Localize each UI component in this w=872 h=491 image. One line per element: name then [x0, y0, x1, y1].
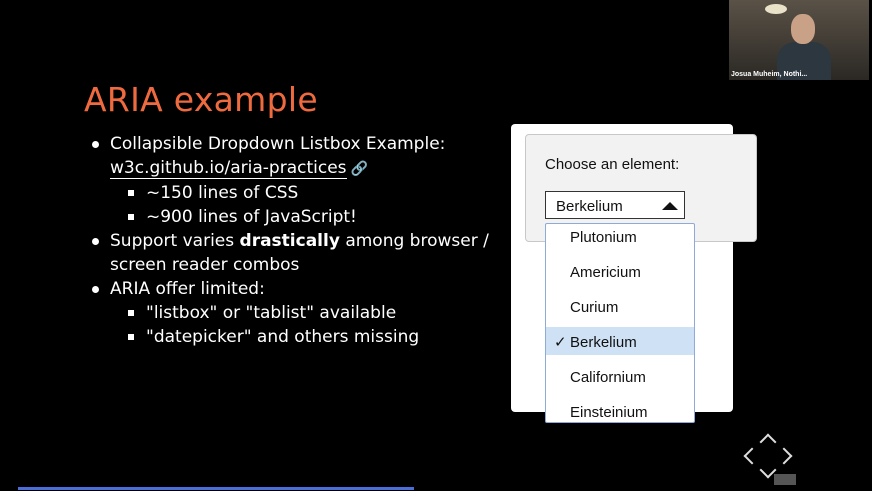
- listbox-option[interactable]: [546, 222, 694, 250]
- option-label: Curium: [570, 299, 619, 316]
- selected-value: Berkelium: [556, 198, 623, 215]
- bullet-text: Support varies: [110, 231, 240, 251]
- ceiling-lamp: [765, 4, 787, 14]
- listbox-option[interactable]: [546, 292, 694, 320]
- sub-bullet-item: ~900 lines of JavaScript!: [128, 205, 492, 229]
- listbox-option[interactable]: [546, 362, 694, 390]
- progress-bar: [18, 487, 414, 490]
- aria-practices-link[interactable]: w3c.github.io/aria-practices: [110, 158, 347, 178]
- bullet-item: [92, 229, 492, 277]
- bullet-list: [92, 132, 492, 349]
- link-icon: 🔗: [350, 161, 368, 177]
- participant-name: Josua Muheim, Nothi...: [731, 71, 808, 78]
- sub-bullet-item: ~150 lines of CSS: [128, 181, 492, 205]
- option-label: Plutonium: [570, 229, 637, 246]
- triangle-up-icon: [662, 202, 678, 210]
- bullet-item: [92, 132, 492, 229]
- listbox-option-selected[interactable]: [546, 327, 694, 355]
- checkmark-icon: ✓: [554, 334, 567, 351]
- option-label: Einsteinium: [570, 404, 648, 421]
- option-label: Berkelium: [570, 334, 637, 351]
- webcam-thumbnail[interactable]: [729, 0, 869, 80]
- sub-bullet-list: [128, 301, 492, 349]
- option-label: Americium: [570, 264, 641, 281]
- sub-bullet-list: [128, 181, 492, 229]
- bullet-text: among browser / screen reader combos: [110, 231, 489, 275]
- listbox-option[interactable]: [546, 257, 694, 285]
- slide-number-badge: [774, 474, 796, 485]
- chevron-left-icon[interactable]: [744, 448, 761, 465]
- listbox-demo-panel: [511, 124, 733, 421]
- bullet-text: ARIA offer limited:: [110, 279, 265, 299]
- choose-element-label: Choose an element:: [545, 156, 680, 173]
- chevron-right-icon[interactable]: [776, 448, 793, 465]
- option-label: Californium: [570, 369, 646, 386]
- bullet-emphasis: drastically: [239, 231, 340, 251]
- listbox-option[interactable]: [546, 397, 694, 425]
- sub-bullet-item: "listbox" or "tablist" available: [128, 301, 492, 325]
- sub-bullet-item: "datepicker" and others missing: [128, 325, 492, 349]
- element-listbox[interactable]: [545, 223, 695, 423]
- element-select-button[interactable]: [545, 191, 685, 219]
- bullet-text: Collapsible Dropdown Listbox Example:: [110, 134, 446, 154]
- slide-title: ARIA example: [84, 80, 318, 119]
- chevron-up-icon[interactable]: [760, 434, 777, 451]
- bullet-item: [92, 277, 492, 349]
- participant-head: [791, 14, 815, 44]
